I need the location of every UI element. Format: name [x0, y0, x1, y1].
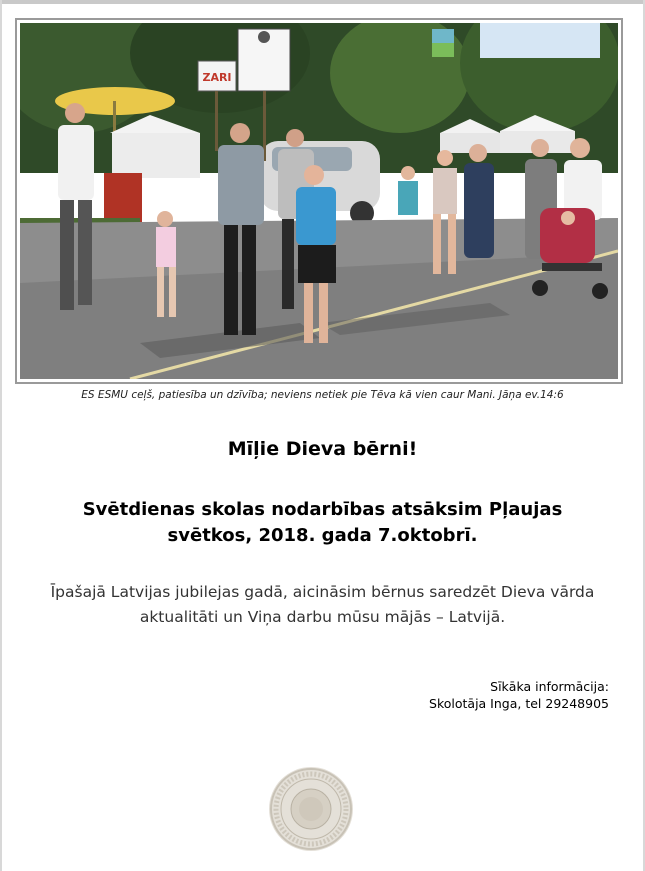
contact-block	[429, 678, 609, 712]
zari-sign-text: ZARI	[202, 71, 232, 84]
announcement-heading: Svētdienas skolas nodarbības atsāksim Pļaujas svētkos, 2018. gada 7.oktobrī.	[82, 499, 563, 546]
parade-illustration	[20, 23, 618, 379]
photo-frame	[15, 18, 623, 384]
top-border	[0, 0, 645, 4]
parish-seal-icon	[268, 766, 354, 852]
left-border	[0, 0, 2, 871]
contact-person: Skolotāja Inga, tel 29248905	[429, 696, 609, 711]
parade-photo	[20, 23, 618, 379]
contact-heading: Sīkāka informācija:	[490, 679, 609, 694]
bible-verse-caption: ES ESMU ceļš, patiesība un dzīvība; neviens netiek pie Tēva kā vien caur Mani. Jāņa ev.14:6	[81, 389, 564, 401]
intro-paragraph: Īpašajā Latvijas jubilejas gadā, aicināsim bērnus saredzēt Dieva vārda aktualitāti un Viņa darbu mūsu mājās – Latvijā.	[50, 583, 595, 626]
greeting-heading: Mīļie Dieva bērni!	[227, 438, 418, 460]
